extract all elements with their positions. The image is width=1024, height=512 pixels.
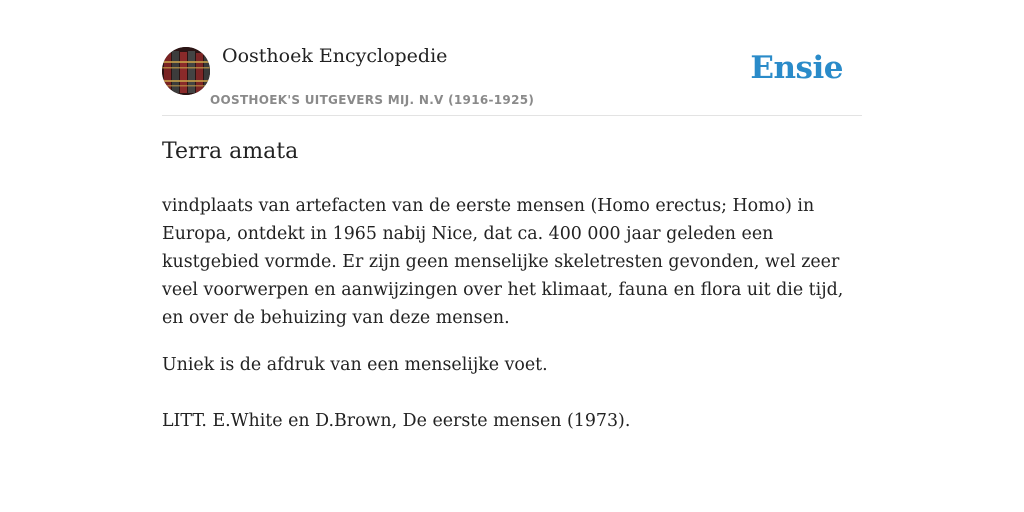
entry-title: Terra amata [162,139,299,164]
literature-reference: LITT. E.White en D.Brown, De eerste mensen (1973). [162,411,631,431]
entry-body [162,192,862,435]
entry-header [162,0,862,116]
encyclopedia-books-icon [162,47,210,95]
source-publisher: OOSTHOEK'S UITGEVERS MIJ. N.V (1916-1925) [210,93,535,107]
source-avatar[interactable] [162,47,210,95]
entry-paragraph: Uniek is de afdruk van een menselijke voet. [162,355,548,375]
entry-card [162,0,862,431]
ensie-logo[interactable]: Ensie [750,50,843,86]
source-title[interactable]: Oosthoek Encyclopedie [222,45,448,67]
entry-paragraph: vindplaats van artefacten van de eerste mensen (Homo erectus; Homo) in Europa, ontdekt in 1965 nabij Nice, dat ca. 400 000 jaar geleden een kustgebied vormde. Er zijn geen menselijke skeletresten gevonden, wel zeer veel voorwerpen en aanwijzingen over het klimaat, fauna en flora uit die tijd, en over de behuizing van deze mensen. [162,196,844,328]
